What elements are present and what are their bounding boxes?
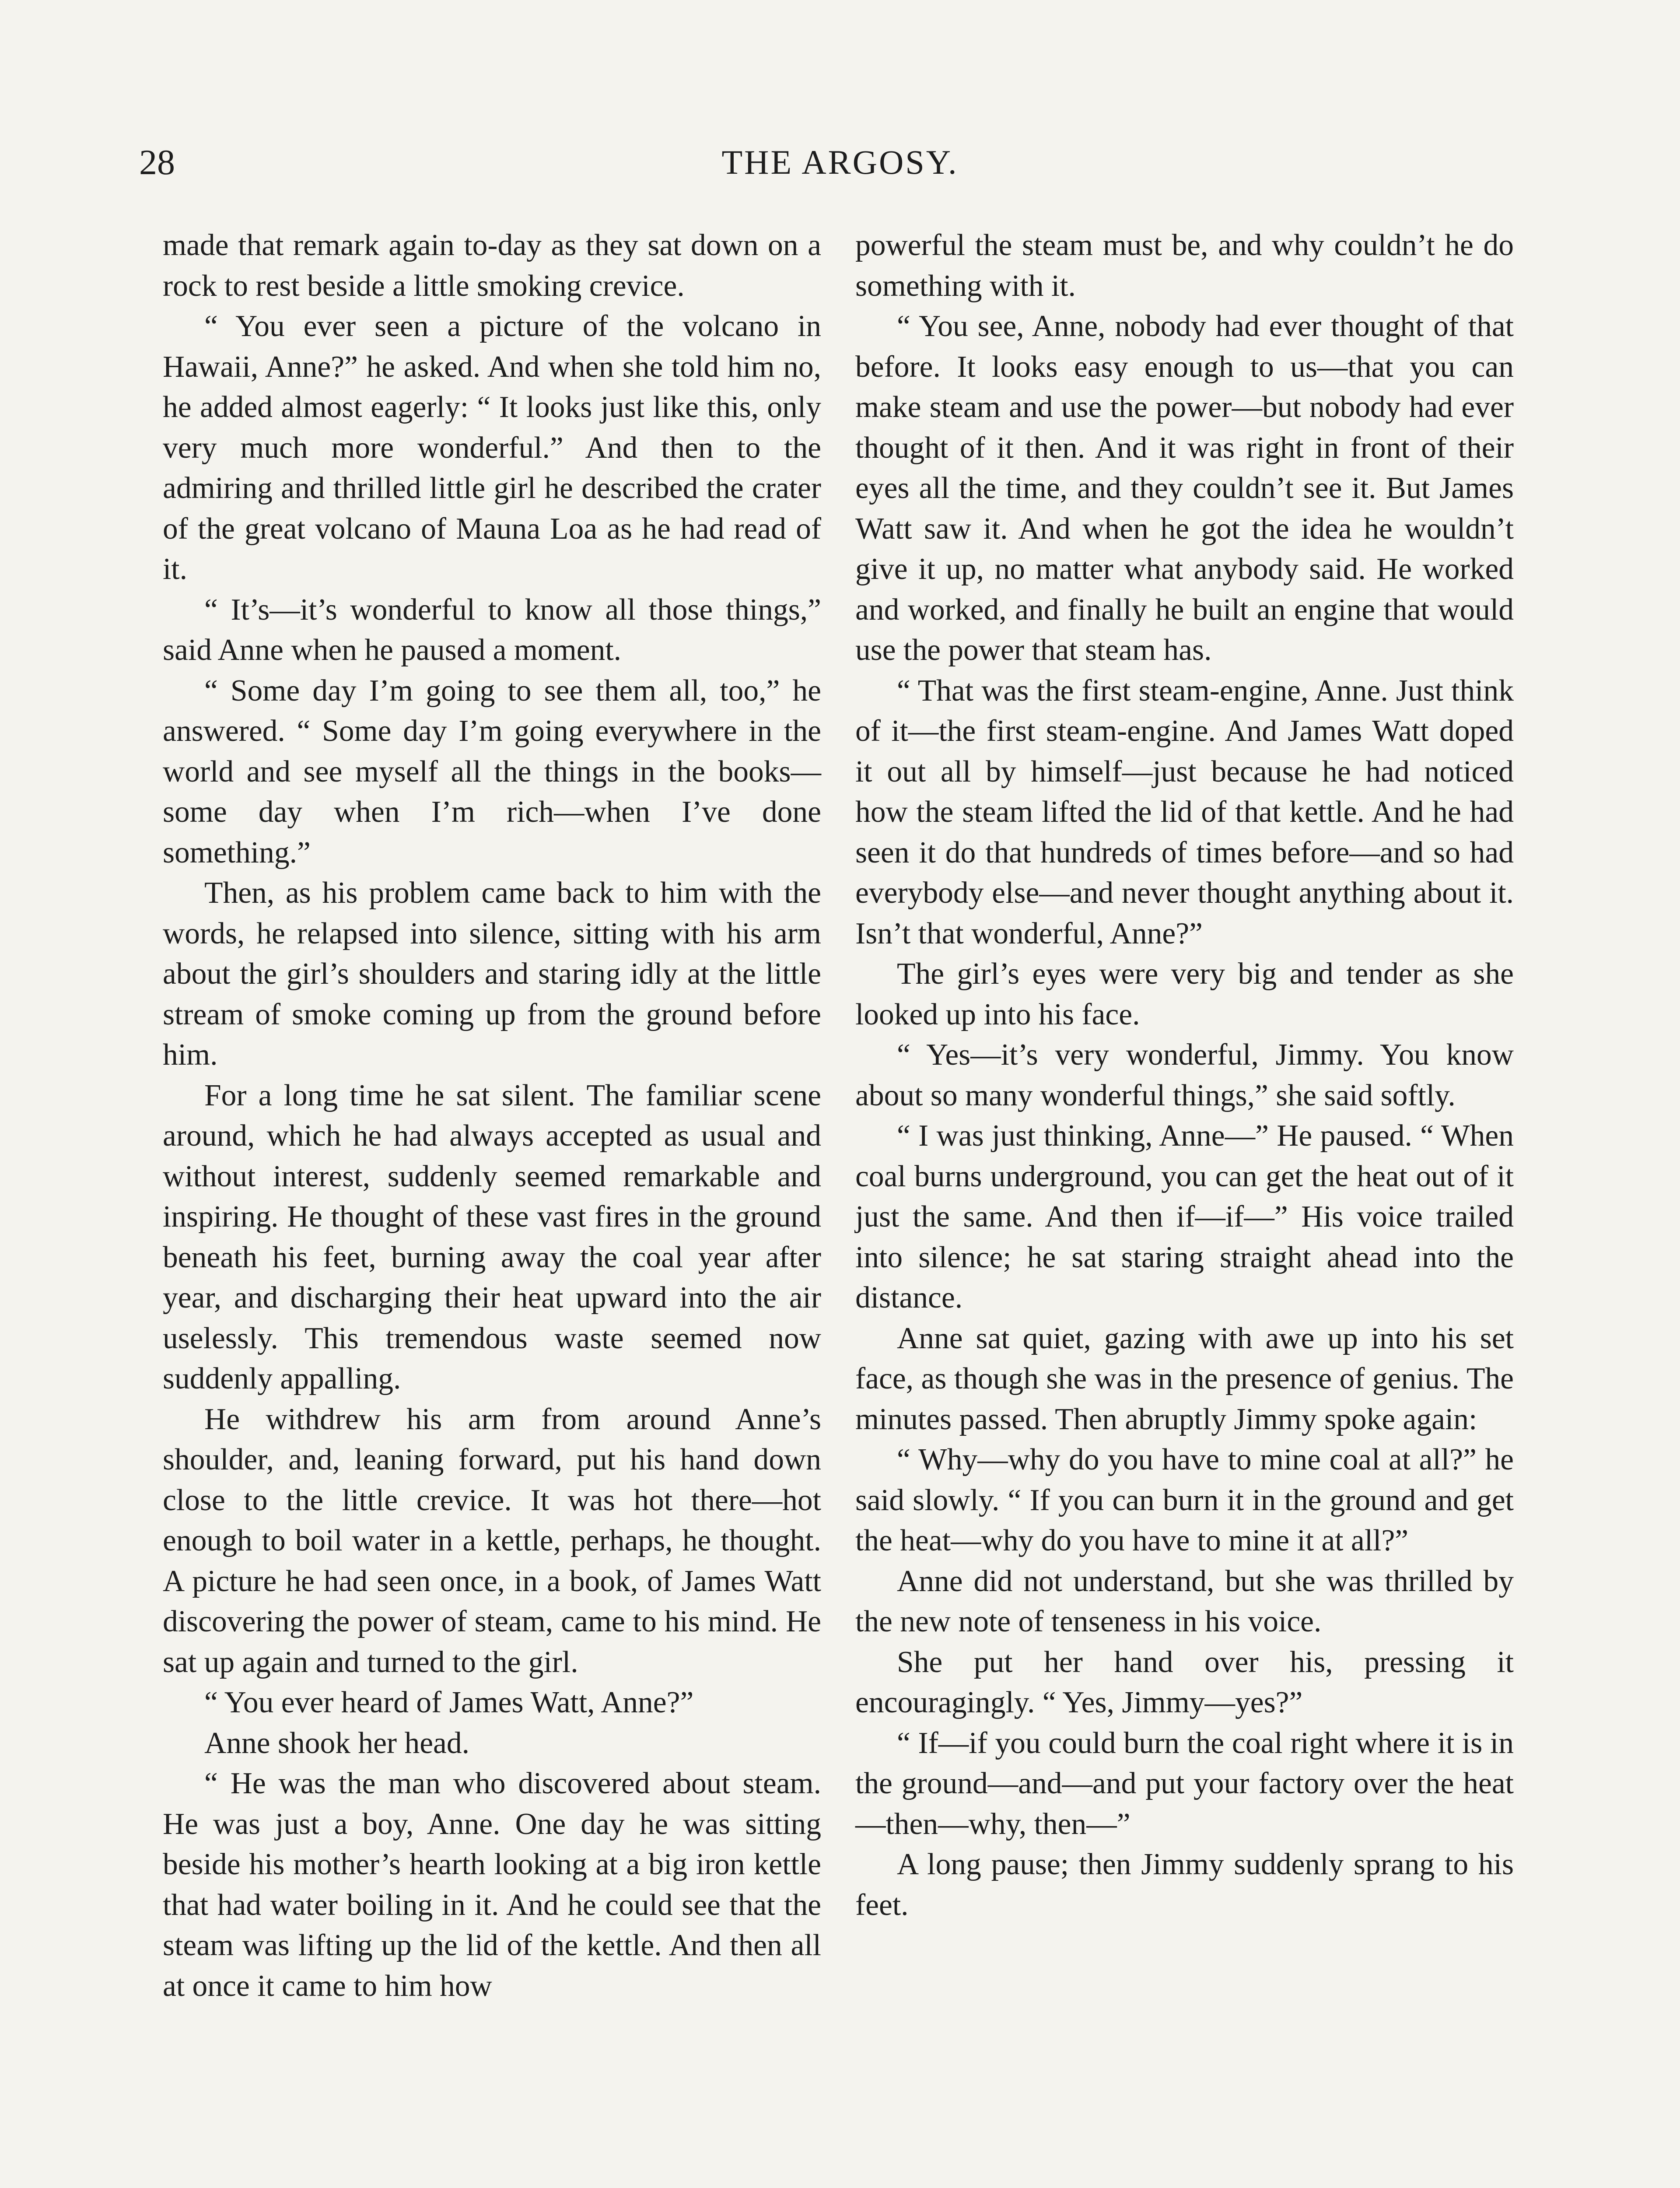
- running-head: THE ARGOSY.: [721, 143, 959, 181]
- paragraph: Anne sat quiet, gazing with awe up into his set face, as though she was in the presence of genius. The minutes passed. Then abruptly Jimmy spoke again:: [855, 1321, 1514, 1436]
- paragraph: “ Some day I’m going to see them all, too,” he answered. “ Some day I’m going everywhere in the world and see myself all the things in the books—some day when I’m rich—when I’ve done something.”: [163, 673, 821, 870]
- paragraph: “ That was the first steam-engine, Anne. Just think of it—the first steam-engine. And James Watt doped it out all by himself—just because he had noticed how the steam lifted the lid of that kettle. And he had seen it do that hundreds of times before—and so had everybody else—and never thought anything about it. Isn’t that wonderful, Anne?”: [855, 673, 1514, 950]
- right-column: [855, 225, 1514, 1925]
- paragraph: He withdrew his arm from around Anne’s shoulder, and, leaning forward, put his hand down close to the little crevice. It was hot there—hot enough to boil water in a kettle, perhaps, he thought. A picture he had seen once, in a book, of James Watt discovering the power of steam, came to his mind. He sat up again and turned to the girl.: [163, 1402, 821, 1679]
- paragraph: made that remark again to-day as they sat down on a rock to rest beside a little smoking crevice.: [163, 228, 821, 303]
- paragraph: “ He was the man who discovered about steam. He was just a boy, Anne. One day he was sitting beside his mother’s hearth looking at a big iron kettle that had water boiling in it. And he could see that the steam was lifting up the lid of the kettle. And then all at once it came to him how: [163, 1767, 821, 2003]
- page-number: 28: [139, 142, 175, 182]
- paragraph: For a long time he sat silent. The familiar scene around, which he had always accepted as usual and without interest, suddenly seemed remarkable and inspiring. He thought of these vast fires in the ground beneath his feet, burning away the coal year after year, and discharging their heat upward into the air uselessly. This tremendous waste seemed now suddenly appalling.: [163, 1078, 821, 1396]
- paragraph: “ You see, Anne, nobody had ever thought of that before. It looks easy enough to us—that you can make steam and use the power—but nobody had ever thought of it then. And it was right in front of their eyes all the time, and they couldn’t see it. But James Watt saw it. And when he got the idea he wouldn’t give it up, no matter what anybody said. He worked and worked, and finally he built an engine that would use the power that steam has.: [855, 309, 1514, 667]
- paragraph: powerful the steam must be, and why couldn’t he do something with it.: [855, 228, 1514, 303]
- paragraph: “ It’s—it’s wonderful to know all those things,” said Anne when he paused a moment.: [163, 593, 821, 667]
- paragraph: Then, as his problem came back to him with the words, he relapsed into silence, sitting with his arm about the girl’s shoulders and staring idly at the little stream of smoke coming up from the ground before him.: [163, 876, 821, 1072]
- paragraph: “ You ever heard of James Watt, Anne?”: [204, 1686, 694, 1719]
- paragraph: Anne shook her head.: [204, 1726, 470, 1760]
- paragraph: “ If—if you could burn the coal right where it is in the ground—and—and put your factory over the heat—then—why, then—”: [855, 1726, 1514, 1841]
- paragraph: The girl’s eyes were very big and tender as she looked up into his face.: [855, 957, 1514, 1031]
- paragraph: A long pause; then Jimmy suddenly sprang to his feet.: [855, 1848, 1514, 1922]
- paragraph: “ I was just thinking, Anne—” He paused. “ When coal burns underground, you can get the heat out of it just the same. And then if—if—” His voice trailed into silence; he sat staring straight ahead into the distance.: [855, 1119, 1514, 1315]
- paragraph: “ Yes—it’s very wonderful, Jimmy. You know about so many wonderful things,” she said softly.: [855, 1038, 1514, 1112]
- paragraph: “ You ever seen a picture of the volcano in Hawaii, Anne?” he asked. And when she told him no, he added almost eagerly: “ It looks just like this, only very much more wonderful.” And then to the admiring and thrilled little girl he described the crater of the great volcano of Mauna Loa as he had read of it.: [163, 309, 821, 586]
- left-column: [163, 225, 821, 2006]
- paragraph: “ Why—why do you have to mine coal at all?” he said slowly. “ If you can burn it in the ground and get the heat—why do you have to mine it at all?”: [855, 1443, 1514, 1557]
- paragraph: She put her hand over his, pressing it encouragingly. “ Yes, Jimmy—yes?”: [855, 1645, 1514, 1719]
- paragraph: Anne did not understand, but she was thrilled by the new note of tenseness in his voice.: [855, 1564, 1514, 1638]
